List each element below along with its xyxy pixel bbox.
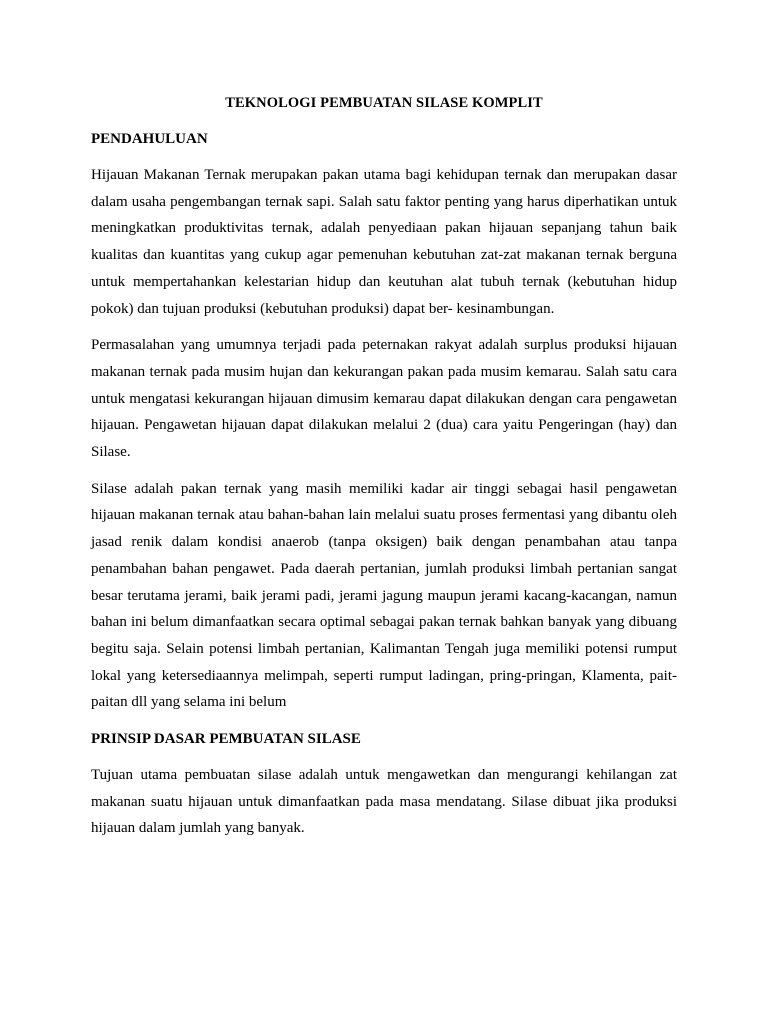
section-heading-pendahuluan: PENDAHULUAN bbox=[91, 131, 208, 147]
paragraph-tujuan-utama: Tujuan utama pembuatan silase adalah untuk mengawetkan dan mengurangi kehilangan zat makanan suatu hijauan untuk dimanfaatkan pada masa mendatang. Silase dibuat jika produksi hijauan dalam jumlah yang banyak. bbox=[91, 767, 677, 837]
document-page bbox=[91, 90, 677, 842]
paragraph-hijauan-makanan-ternak: Hijauan Makanan Ternak merupakan pakan utama bagi kehidupan ternak dan merupakan dasar dalam usaha pengembangan ternak sapi. Salah satu faktor penting yang harus diperhatikan untuk meningkatkan produktivitas ternak, adalah penyediaan pakan hijauan sepanjang tahun baik kualitas dan kuantitas yang cukup agar pemenuhan kebutuhan zat-zat makanan ternak berguna untuk mempertahankan kelestarian hidup dan keutuhan alat tubuh ternak (kebutuhan hidup pokok) dan tujuan produksi (kebutuhan produksi) dapat ber- kesinambungan. bbox=[91, 167, 677, 317]
paragraph-permasalahan: Permasalahan yang umumnya terjadi pada peternakan rakyat adalah surplus produksi hijauan makanan ternak pada musim hujan dan kekurangan pakan pada musim kemarau. Salah satu cara untuk mengatasi kekurangan hijauan dimusim kemarau dapat dilakukan dengan cara pengawetan hijauan. Pengawetan hijauan dapat dilakukan melalui 2 (dua) cara yaitu Pengeringan (hay) dan Silase. bbox=[91, 337, 677, 461]
document-title: TEKNOLOGI PEMBUATAN SILASE KOMPLIT bbox=[225, 95, 543, 111]
paragraph-silase-definition: Silase adalah pakan ternak yang masih memiliki kadar air tinggi sebagai hasil pengawetan hijauan makanan ternak atau bahan-bahan lain melalui suatu proses fermentasi yang dibantu oleh jasad renik dalam kondisi anaerob (tanpa oksigen) baik dengan penambahan atau tanpa penambahan bahan pengawet. Pada daerah pertanian, jumlah produksi limbah pertanian sangat besar terutama jerami, baik jerami padi, jerami jagung maupun jerami kacang-kacangan, namun bahan ini belum dimanfaatkan secara optimal sebagai pakan ternak bahkan banyak yang dibuang begitu saja. Selain potensi limbah pertanian, Kalimantan Tengah juga memiliki potensi rumput lokal yang ketersediaannya melimpah, seperti rumput ladingan, pring-pringan, Klamenta, pait-paitan dll yang selama ini belum bbox=[91, 480, 677, 711]
section-heading-prinsip-dasar: PRINSIP DASAR PEMBUATAN SILASE bbox=[91, 731, 361, 748]
